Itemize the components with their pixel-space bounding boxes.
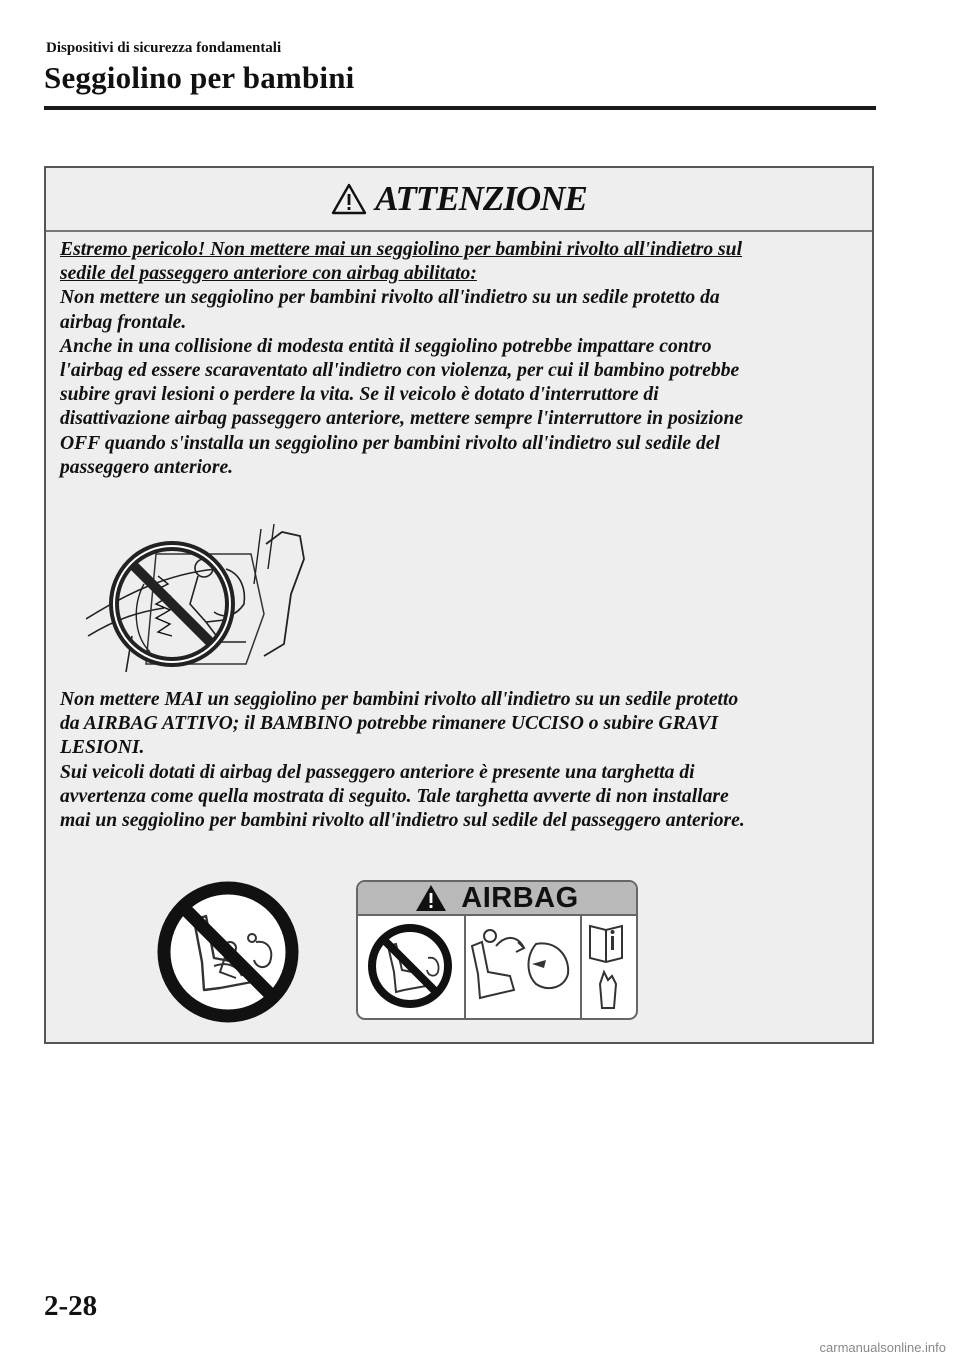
airbag-label-text: AIRBAG xyxy=(461,881,579,914)
warning-line: mai un seggiolino per bambini rivolto all'indietro sul sedile del passeggero anteriore. xyxy=(60,810,745,832)
warning-underlined-line: sedile del passeggero anteriore con airbag abilitato: xyxy=(60,263,477,285)
page-number: 2-28 xyxy=(44,1290,98,1322)
warning-text xyxy=(60,238,860,480)
warning-box xyxy=(44,166,874,1044)
seat-airbag-deploy-icon xyxy=(466,916,578,1016)
airbag-label-cell xyxy=(358,916,466,1020)
warning-line: disattivazione airbag passeggero anteriore, mettere sempre l'interruttore in posizione xyxy=(60,408,744,430)
airbag-label-cell xyxy=(466,916,582,1020)
airbag-warning-label xyxy=(356,880,638,1020)
warning-triangle-icon xyxy=(415,884,447,912)
warning-heading: ATTENZIONE xyxy=(375,179,587,218)
warning-line: Sui veicoli dotati di airbag del passeggero anteriore è presente una targhetta di xyxy=(60,761,695,783)
watermark: carmanualsonline.info xyxy=(819,1340,946,1355)
prohibition-sign-icon xyxy=(156,880,300,1024)
warning-line: subire gravi lesioni o perdere la vita. Se il veicolo è dotato d'interruttore di xyxy=(60,384,659,406)
warning-header xyxy=(46,168,872,232)
warning-line: passeggero anteriore. xyxy=(60,456,234,478)
warning-line: avvertenza come quella mostrata di seguito. Tale targhetta avverte di non installare xyxy=(60,785,729,807)
title-rule xyxy=(44,106,876,110)
warning-triangle-icon xyxy=(331,183,367,215)
warning-line: LESIONI. xyxy=(60,737,145,759)
owners-manual-icon xyxy=(582,916,632,1016)
airbag-label-cells xyxy=(358,916,636,1020)
airbag-label-cell xyxy=(582,916,636,1020)
airbag-label-header xyxy=(358,882,636,916)
warning-text-2 xyxy=(60,688,860,833)
warning-line: Non mettere MAI un seggiolino per bambini rivolto all'indietro su un sedile protetto xyxy=(60,689,739,710)
warning-line: Non mettere un seggiolino per bambini rivolto all'indietro su un sedile protetto da xyxy=(60,287,720,309)
warning-line: OFF quando s'installa un seggiolino per bambini rivolto all'indietro sul sedile del xyxy=(60,432,720,454)
no-rear-facing-seat-icon xyxy=(358,916,462,1016)
page-title: Seggiolino per bambini xyxy=(44,60,355,95)
warning-line: Anche in una collisione di modesta entità il seggiolino potrebbe impattare contro xyxy=(60,335,712,357)
warning-line: l'airbag ed essere scaraventato all'indietro con violenza, per cui il bambino potrebbe xyxy=(60,360,740,382)
airbag-child-seat-illustration xyxy=(86,524,326,674)
section-label: Dispositivi di sicurezza fondamentali xyxy=(46,40,282,56)
warning-line: airbag frontale. xyxy=(60,311,187,333)
warning-underlined-line: Estremo pericolo! Non mettere mai un seggiolino per bambini rivolto all'indietro sul xyxy=(60,239,743,260)
warning-line: da AIRBAG ATTIVO; il BAMBINO potrebbe rimanere UCCISO o subire GRAVI xyxy=(60,713,718,735)
